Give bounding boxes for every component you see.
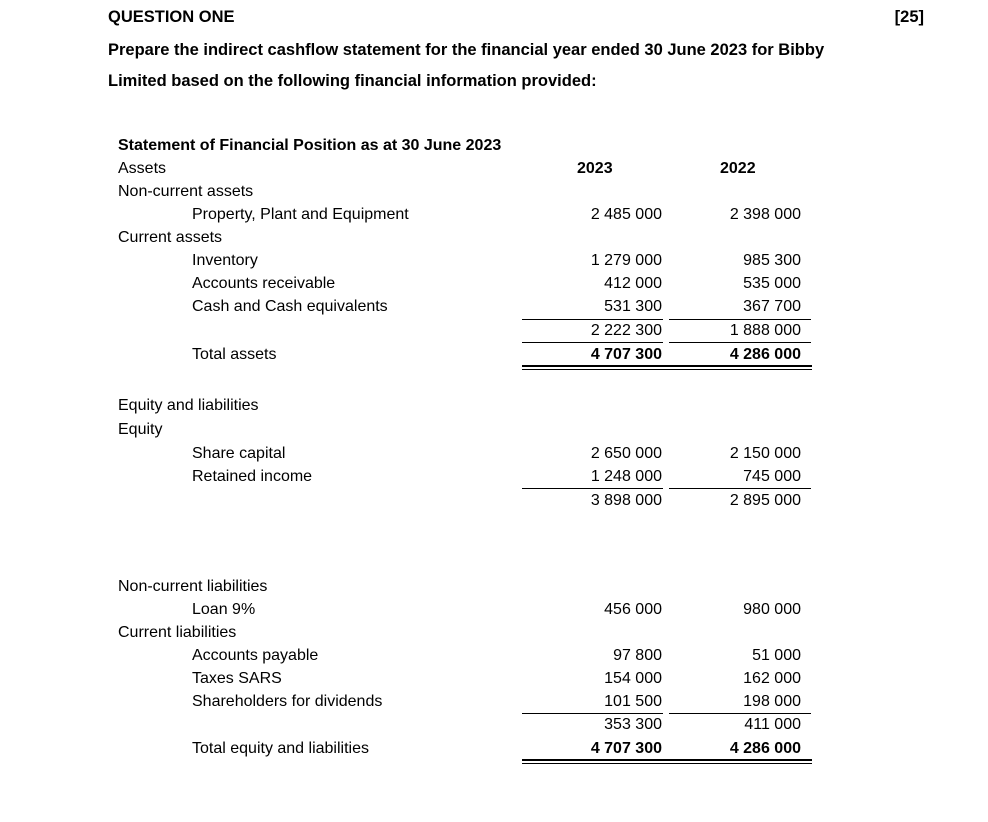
subtotal-underline-2023 <box>522 342 663 343</box>
current-assets-underline-2022 <box>669 319 811 320</box>
total-equity-liabilities-2022: 4 286 000 <box>729 740 801 757</box>
current-assets-total-2023: 2 222 300 <box>590 322 662 339</box>
current-liabilities-underline-2023 <box>522 713 663 714</box>
taxes-2023: 154 000 <box>604 670 662 687</box>
total-assets-double-underline <box>522 365 812 370</box>
current-liabilities-total-2023: 353 300 <box>604 716 662 733</box>
assets-heading: Assets <box>118 160 167 177</box>
share-capital-2023: 2 650 000 <box>590 445 662 462</box>
equity-total-2023: 3 898 000 <box>590 492 662 509</box>
taxes-label: Taxes SARS <box>192 670 282 687</box>
total-equity-liabilities-double-underline <box>522 759 812 764</box>
question-marks: [25] <box>894 8 924 26</box>
total-assets-label: Total assets <box>192 346 277 363</box>
total-equity-liabilities-2023: 4 707 300 <box>590 740 662 757</box>
total-assets-2023: 4 707 300 <box>590 346 662 363</box>
equity-heading: Equity <box>118 421 163 438</box>
receivables-label: Accounts receivable <box>192 275 336 292</box>
inventory-label: Inventory <box>192 252 258 269</box>
dividends-2022: 198 000 <box>743 693 801 710</box>
dividends-label: Shareholders for dividends <box>192 693 383 710</box>
retained-income-label: Retained income <box>192 468 313 485</box>
noncurrent-liabilities-heading: Non-current liabilities <box>118 578 268 595</box>
instruction-line-2: Limited based on the following financial information provided: <box>108 72 597 90</box>
equity-total-2022: 2 895 000 <box>729 492 801 509</box>
equity-liabilities-heading: Equity and liabilities <box>118 397 259 414</box>
taxes-2022: 162 000 <box>743 670 801 687</box>
share-capital-label: Share capital <box>192 445 286 462</box>
cash-2022: 367 700 <box>743 298 801 315</box>
receivables-2022: 535 000 <box>743 275 801 292</box>
subtotal-underline-2022 <box>669 342 811 343</box>
retained-income-2023: 1 248 000 <box>590 468 662 485</box>
loan-2022: 980 000 <box>743 601 801 618</box>
column-header-2023: 2023 <box>577 160 613 177</box>
current-liabilities-total-2022: 411 000 <box>744 716 801 733</box>
cash-label: Cash and Cash equivalents <box>192 298 388 315</box>
noncurrent-assets-heading: Non-current assets <box>118 183 254 200</box>
current-assets-heading: Current assets <box>118 229 223 246</box>
equity-underline-2022 <box>669 488 811 489</box>
share-capital-2022: 2 150 000 <box>729 445 801 462</box>
payables-label: Accounts payable <box>192 647 319 664</box>
inventory-2023: 1 279 000 <box>590 252 662 269</box>
total-equity-liabilities-label: Total equity and liabilities <box>192 740 369 757</box>
ppe-2023: 2 485 000 <box>590 206 662 223</box>
cash-2023: 531 300 <box>604 298 662 315</box>
instruction-line-1: Prepare the indirect cashflow statement for the financial year ended 30 June 2023 for Bibby <box>108 41 825 59</box>
current-assets-total-2022: 1 888 000 <box>729 322 801 339</box>
payables-2023: 97 800 <box>613 647 662 664</box>
receivables-2023: 412 000 <box>604 275 662 292</box>
ppe-2022: 2 398 000 <box>729 206 801 223</box>
statement-title: Statement of Financial Position as at 30 June 2023 <box>118 137 502 154</box>
loan-label: Loan 9% <box>192 601 256 618</box>
dividends-2023: 101 500 <box>604 693 662 710</box>
inventory-2022: 985 300 <box>743 252 801 269</box>
current-liabilities-underline-2022 <box>669 713 811 714</box>
ppe-label: Property, Plant and Equipment <box>192 206 409 223</box>
current-assets-underline-2023 <box>522 319 663 320</box>
column-header-2022: 2022 <box>720 160 756 177</box>
current-liabilities-heading: Current liabilities <box>118 624 237 641</box>
payables-2022: 51 000 <box>752 647 801 664</box>
equity-underline-2023 <box>522 488 663 489</box>
retained-income-2022: 745 000 <box>743 468 801 485</box>
total-assets-2022: 4 286 000 <box>729 346 801 363</box>
question-title: QUESTION ONE <box>108 8 235 26</box>
loan-2023: 456 000 <box>604 601 662 618</box>
